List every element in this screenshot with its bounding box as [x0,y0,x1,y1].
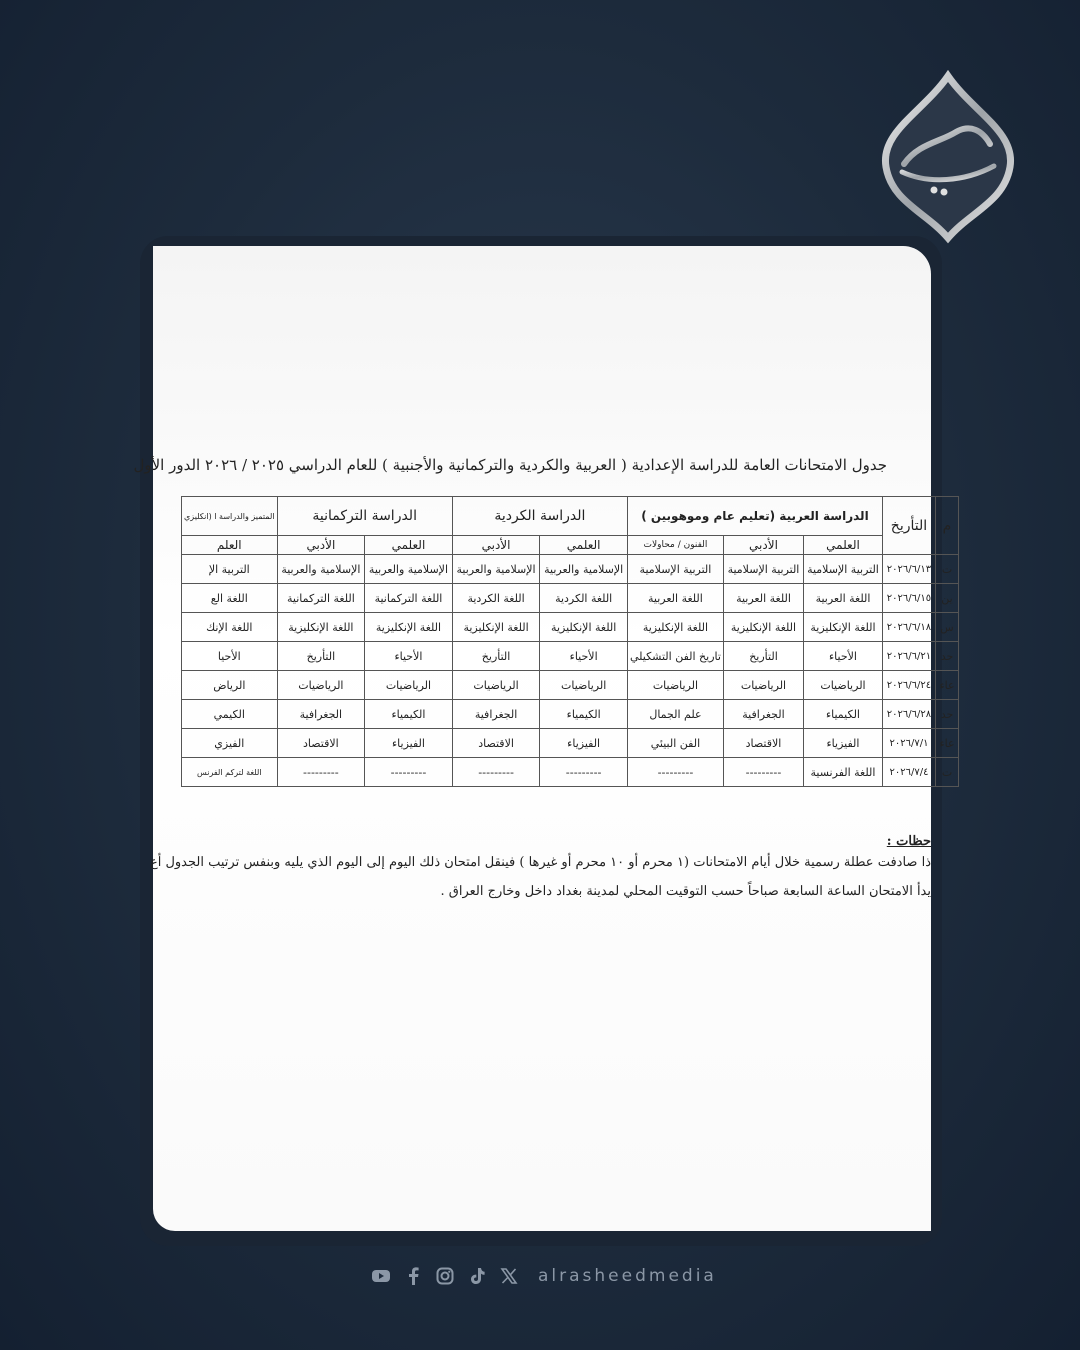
date-cell: ٢٠٢٦/٦/١٣ [882,555,935,584]
day-cell: عاء [936,671,959,700]
table-row [182,613,959,642]
subject-cell: اللغة الفرنسية [804,758,883,787]
subject-cell: اللغة الإنكليزية [277,613,365,642]
exam-schedule-table [181,496,959,787]
subject-cell: الاقتصاد [277,729,365,758]
subject-cell: الرياضيات [277,671,365,700]
youtube-icon[interactable] [372,1267,390,1285]
subject-cell: اللغة الإنكليزية [723,613,803,642]
date-cell: ٢٠٢٦/٧/١ [882,729,935,758]
subject-cell: --------- [540,758,628,787]
day-cell: ت [936,555,959,584]
subject-cell: التربية الإسلامية [723,555,803,584]
subject-cell: اللغة الإنكليزية [627,613,723,642]
date-cell: ٢٠٢٦/٦/٢٨ [882,700,935,729]
social-handle[interactable]: alrasheedmedia [538,1266,717,1286]
table-row [182,700,959,729]
day-cell: ين [936,584,959,613]
subject-cell: الفيزي [182,729,278,758]
subject-cell: الاقتصاد [723,729,803,758]
subject-cell: اللغة الإنكليزية [804,613,883,642]
subject-cell: الجغرافية [452,700,540,729]
header-turkmen-literary: الأدبي [277,536,365,555]
subject-cell: اللغة التركمانية [365,584,453,613]
subject-cell: الفن البيئي [627,729,723,758]
header-foreign-study: المتميز والدراسة ا (انكليزي [182,497,278,536]
subject-cell: اللغة العربية [627,584,723,613]
subject-cell: الجغرافية [723,700,803,729]
subject-cell: اللغة الإنكليزية [540,613,628,642]
subject-cell: اللغة الكردية [452,584,540,613]
subject-cell: الإسلامية والعربية [540,555,628,584]
subject-cell: --------- [277,758,365,787]
subject-cell: الكيمياء [804,700,883,729]
header-turkmen-scientific: العلمي [365,536,453,555]
subject-cell: التربية الإسلامية [804,555,883,584]
alrasheed-logo [878,72,1018,242]
subject-cell: الفيزياء [804,729,883,758]
subject-cell: الأحياء [365,642,453,671]
subject-cell: الرياضيات [627,671,723,700]
subject-cell: الإسلامية والعربية [365,555,453,584]
header-turkmen-study: الدراسة التركمانية [277,497,452,536]
subject-cell: اللغة العربية [723,584,803,613]
subject-cell: الاقتصاد [452,729,540,758]
subject-cell: الكيمياء [365,700,453,729]
x-icon[interactable] [500,1267,518,1285]
subject-cell: تاريخ الفن التشكيلي [627,642,723,671]
date-cell: ٢٠٢٦/٧/٤ [882,758,935,787]
subject-cell: التربية الإسلامية [627,555,723,584]
day-cell: حد [936,700,959,729]
header-kurdish-scientific: العلمي [540,536,628,555]
header-foreign-scientific: العلم [182,536,278,555]
notes-section [141,834,931,913]
table-row [182,729,959,758]
header-arabic-study: الدراسة العربية (تعليم عام وموهوبين ) [627,497,882,536]
table-row [182,642,959,671]
subject-cell: --------- [452,758,540,787]
scanned-document [133,246,955,1231]
subject-cell: الأحياء [804,642,883,671]
subject-cell: علم الجمال [627,700,723,729]
schedule-body [182,555,959,787]
date-cell: ٢٠٢٦/٦/١٥ [882,584,935,613]
instagram-icon[interactable] [436,1267,454,1285]
subject-cell: الكيمياء [540,700,628,729]
subject-cell: الأحياء [540,642,628,671]
date-cell: ٢٠٢٦/٦/١٨ [882,613,935,642]
note-line-1: ذا صادفت عطلة رسمية خلال أيام الامتحانات (١ محرم أو ١٠ محرم أو غيرها ) فينقل امتحان ذلك اليوم إلى اليوم الذي يليه وبنفس ترتيب الجدول أع [149,855,931,870]
document-card [133,246,955,1231]
table-row [182,758,959,787]
subject-cell: الأحيا [182,642,278,671]
subject-cell: التأريخ [723,642,803,671]
tiktok-icon[interactable] [468,1267,486,1285]
subject-cell: اللغة التركمانية [277,584,365,613]
subject-cell: الرياضيات [452,671,540,700]
subject-cell: الإسلامية والعربية [452,555,540,584]
subject-cell: --------- [627,758,723,787]
subject-cell: الفيزياء [540,729,628,758]
document-title: جدول الامتحانات العامة للدراسة الإعدادية ( العربية والكردية والتركمانية والأجنبية ) للعام الدراسي ٢٠٢٥ / ٢٠٢٦ الدور الأول [133,456,887,474]
subject-cell: اللغة الكردية [540,584,628,613]
table-row [182,584,959,613]
subject-cell: الفيزياء [365,729,453,758]
date-cell: ٢٠٢٦/٦/٢١ [882,642,935,671]
header-arabic-arts: الفنون / محاولات [627,536,723,555]
subject-cell: اللغة الإنكليزية [365,613,453,642]
header-arabic-literary: الأدبي [723,536,803,555]
notes-heading: حظات : [886,834,931,849]
table-row [182,555,959,584]
header-kurdish-study: الدراسة الكردية [452,497,627,536]
subject-cell: الكيمي [182,700,278,729]
day-cell: عاء [936,729,959,758]
note-line-2: يدأ الامتحان الساعة السابعة صباحاً حسب التوقيت المحلي لمدينة بغداد داخل وخارج العراق . [440,884,931,899]
date-cell: ٢٠٢٦/٦/٢٤ [882,671,935,700]
subject-cell: --------- [365,758,453,787]
subject-cell: اللغة الإنك [182,613,278,642]
subject-cell: الرياضيات [365,671,453,700]
subject-cell: الرياضيات [540,671,628,700]
subject-cell: الرياض [182,671,278,700]
subject-cell: التربية الإ [182,555,278,584]
subject-cell: اللغة لتركم الفرنس [182,758,278,787]
day-cell: حد [936,642,959,671]
table-row [182,671,959,700]
header-day: م [936,497,959,555]
day-cell: ت [936,758,959,787]
header-date: التأريخ [882,497,935,555]
subject-cell: اللغة الإنكليزية [452,613,540,642]
facebook-icon[interactable] [404,1267,422,1285]
social-footer [372,1262,717,1290]
subject-cell: اللغة الع [182,584,278,613]
subject-cell: --------- [723,758,803,787]
day-cell: س [936,613,959,642]
header-kurdish-literary: الأدبي [452,536,540,555]
subject-cell: التأريخ [277,642,365,671]
subject-cell: اللغة العربية [804,584,883,613]
subject-cell: الجغرافية [277,700,365,729]
header-arabic-scientific: العلمي [804,536,883,555]
subject-cell: الإسلامية والعربية [277,555,365,584]
subject-cell: الرياضيات [804,671,883,700]
subject-cell: التأريخ [452,642,540,671]
subject-cell: الرياضيات [723,671,803,700]
